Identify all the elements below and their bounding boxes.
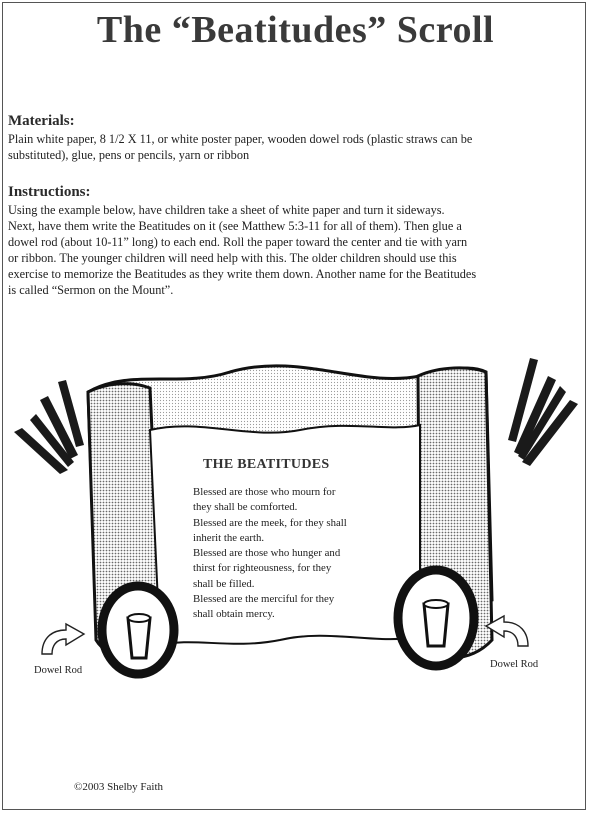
scroll-line: Blessed are those who mourn for xyxy=(193,486,336,498)
dowel-arrow-left-icon xyxy=(42,624,84,654)
scroll-line: shall be filled. xyxy=(193,577,255,590)
instructions-line: exercise to memorize the Beatitudes as they write them down. Another name for the Beatitudes xyxy=(8,267,477,281)
dowel-rod-label-left: Dowel Rod xyxy=(34,665,83,676)
scroll-line: Blessed are the merciful for they xyxy=(193,593,335,606)
copyright-notice: ©2003 Shelby Faith xyxy=(74,781,164,793)
materials-text xyxy=(8,131,580,163)
scroll-line: they shall be comforted. xyxy=(193,501,298,514)
scroll-line: thirst for righteousness, for they xyxy=(193,562,332,575)
materials-section xyxy=(8,113,580,163)
scroll-text xyxy=(193,485,393,623)
materials-line: Plain white paper, 8 1/2 X 11, or white poster paper, wooden dowel rods (plastic straws can be xyxy=(8,132,473,146)
instructions-line: Next, have them write the Beatitudes on it (see Matthew 5:3-11 for all of them). Then glue a xyxy=(8,219,462,233)
motion-lines-left-icon xyxy=(14,380,84,474)
instructions-line: dowel rod (about 10-11” long) to each end. Roll the paper toward the center and tie with yarn xyxy=(8,235,468,249)
materials-line: substituted), glue, pens or pencils, yarn or ribbon xyxy=(8,148,250,162)
instructions-text xyxy=(8,202,580,298)
scroll-line: inherit the earth. xyxy=(193,531,265,544)
instructions-section xyxy=(8,184,580,298)
page-title: The “Beatitudes” Scroll xyxy=(96,9,495,51)
scroll-line: Blessed are those who hunger and xyxy=(193,547,341,560)
instructions-line: Using the example below, have children take a sheet of white paper and turn it sideways. xyxy=(8,203,445,217)
instructions-line: is called “Sermon on the Mount”. xyxy=(8,283,174,297)
right-roll-end xyxy=(398,570,474,666)
scroll-line: shall obtain mercy. xyxy=(193,608,275,621)
left-roll-end xyxy=(102,586,174,674)
motion-lines-right-icon xyxy=(508,358,578,466)
scroll-heading: THE BEATITUDES xyxy=(203,457,330,472)
scroll-line: Blessed are the meek, for they shall xyxy=(193,516,347,529)
instructions-line: or ribbon. The younger children will need help with this. The older children should use this xyxy=(8,251,457,265)
instructions-heading: Instructions: xyxy=(8,184,91,200)
dowel-rod-label-right: Dowel Rod xyxy=(490,659,539,670)
materials-heading: Materials: xyxy=(8,113,75,129)
